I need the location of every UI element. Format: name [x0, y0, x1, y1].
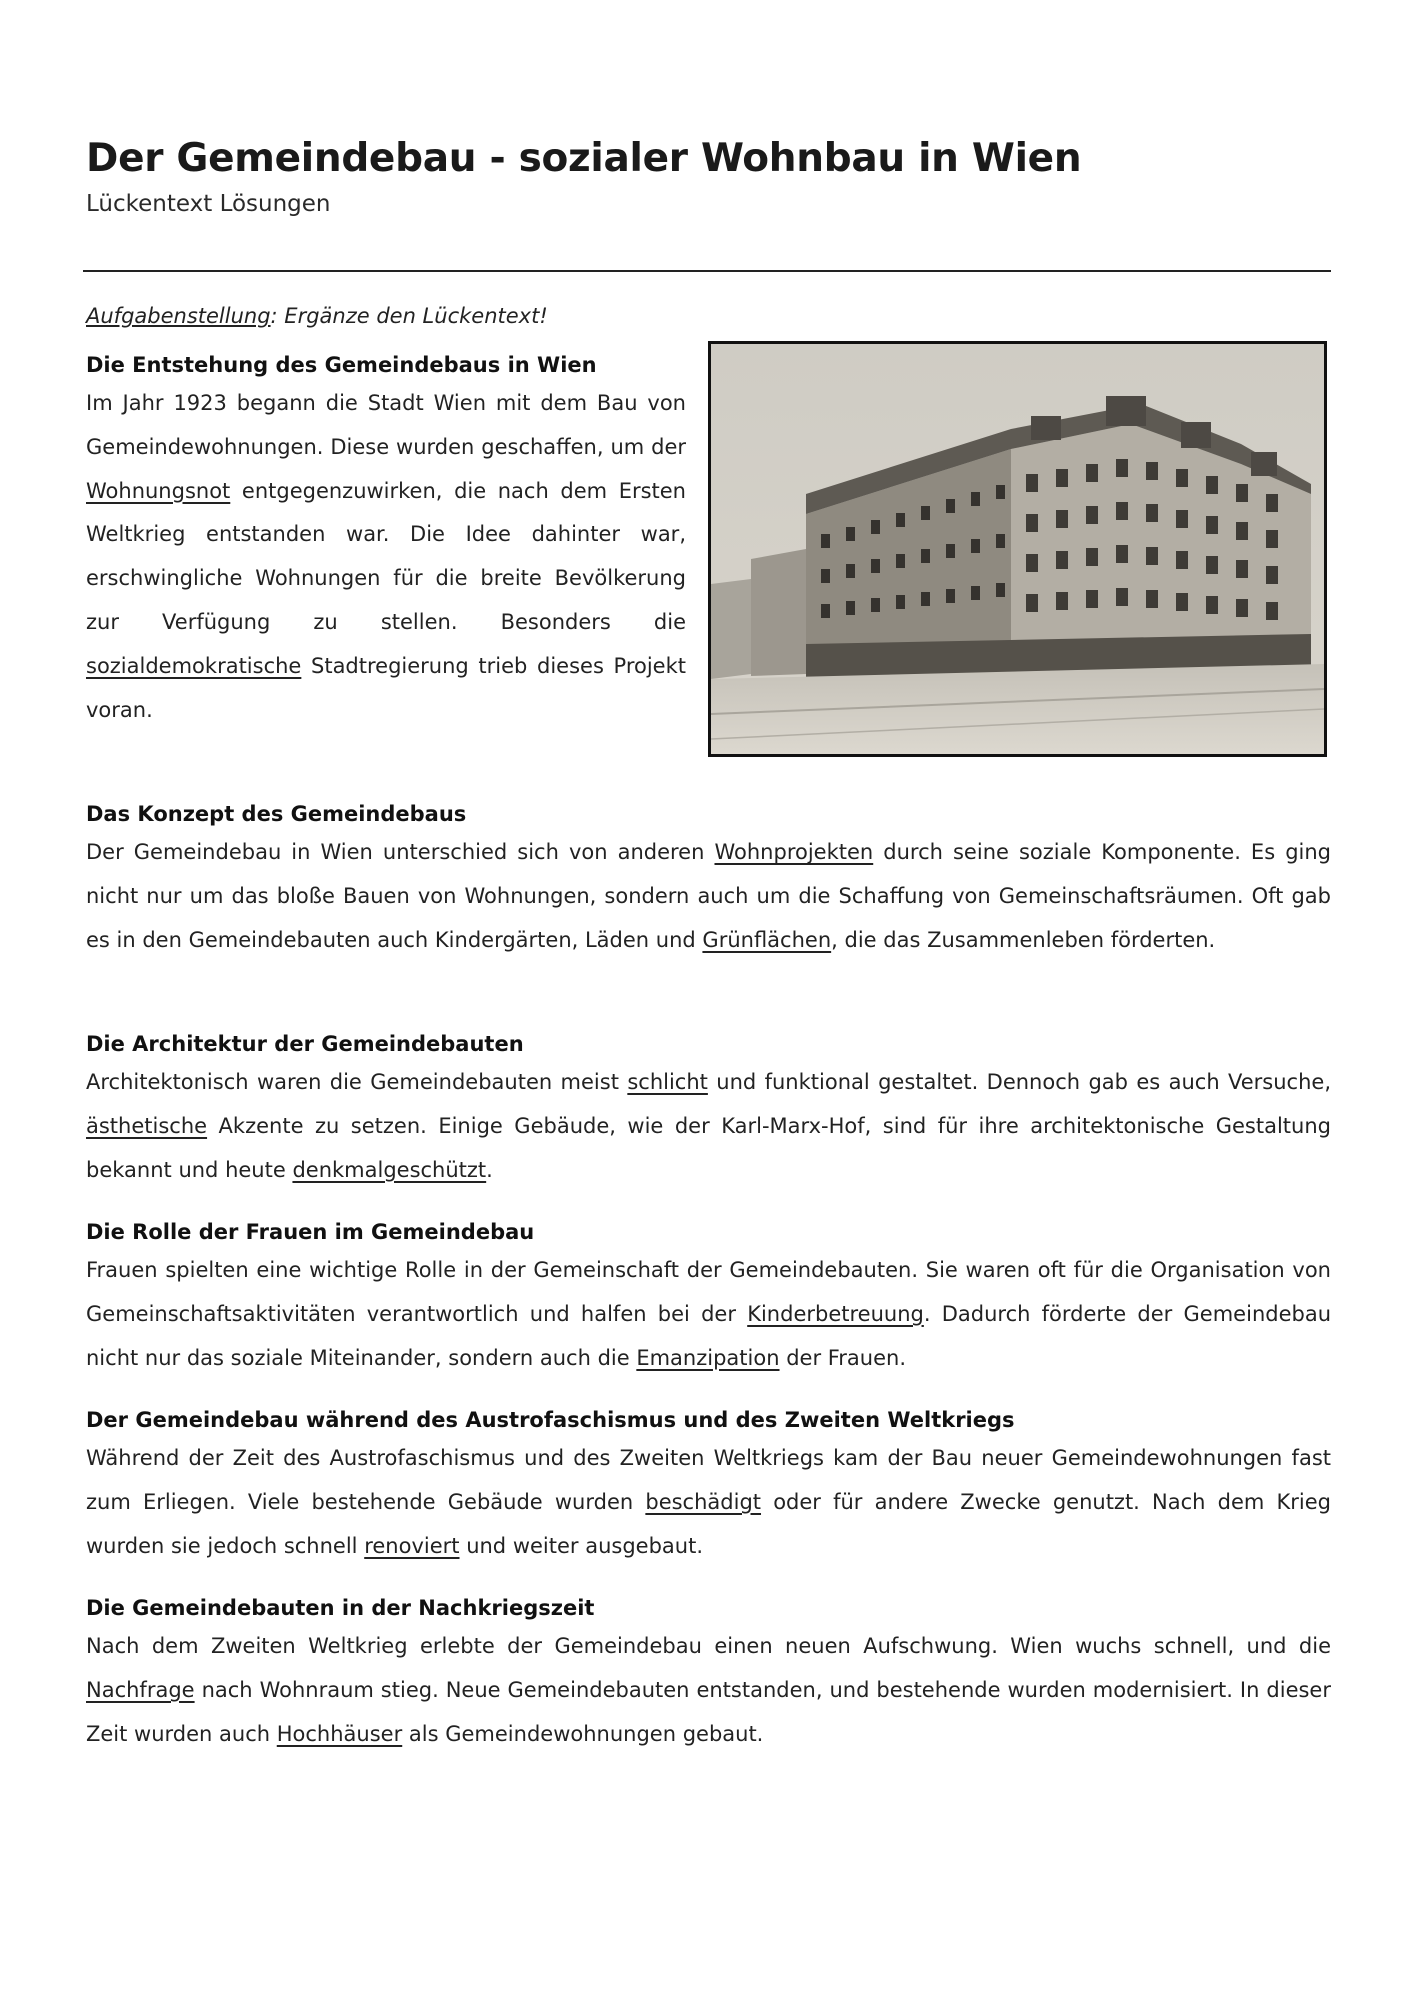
task-text: : Ergänze den Lückentext!: [270, 304, 548, 328]
gap-answer: Wohnungsnot: [86, 478, 231, 503]
section-entstehung: [86, 348, 686, 732]
paragraph-text: nach Wohnraum stieg. Neue Gemeindebauten entstanden, und bestehende wurden modernisiert. In dieser Zeit wurden auch: [86, 1677, 1331, 1746]
section-heading: Die Rolle der Frauen im Gemeindebau: [86, 1220, 535, 1244]
page-title: Der Gemeindebau - sozialer Wohnbau in Wien: [86, 136, 1082, 181]
paragraph-text: und weiter ausgebaut.: [459, 1533, 703, 1558]
section-body: [86, 382, 686, 732]
paragraph-text: Während der Zeit des Austrofaschismus und des Zweiten Weltkriegs kam der Bau neuer Gemeindewohnungen fast zum Erliegen. Viele bestehende Gebäude wurden: [86, 1446, 1331, 1514]
paragraph-text: Nach dem Zweiten Weltkrieg erlebte der Gemeindebau einen neuen Aufschwung. Wien wuchs schnell, und die: [86, 1634, 1331, 1658]
gap-answer: schlicht: [627, 1070, 708, 1094]
section-nachkriegszeit: [86, 1591, 1331, 1756]
section-body: [86, 1437, 1331, 1568]
gap-answer: ästhetische: [86, 1113, 208, 1138]
gap-answer: beschädigt: [645, 1489, 762, 1514]
gap-answer: denkmalgeschützt: [292, 1157, 487, 1182]
section-architektur: [86, 1027, 1331, 1192]
paragraph-text: . Dadurch förderte der Gemeindebau nicht nur das soziale Miteinander, sondern auch die: [86, 1301, 1332, 1370]
title-divider: [83, 270, 1331, 272]
section-body: [86, 1625, 1331, 1756]
gap-answer: Hochhäuser: [276, 1721, 403, 1746]
paragraph-text: .: [486, 1157, 493, 1182]
section-body: [86, 1249, 1331, 1380]
paragraph-text: Stadtregierung trieb dieses Projekt voran.: [86, 653, 686, 722]
section-body: [86, 831, 1331, 962]
paragraph-text: Frauen spielten eine wichtige Rolle in der Gemeinschaft der Gemeindebauten. Sie waren oft für die Organisation von Gemeinschaftsaktivitäten verantwortlich und halfen bei der: [86, 1258, 1331, 1326]
paragraph-text: Akzente zu setzen. Einige Gebäude, wie der Karl-Marx-Hof, sind für ihre architektonische Gestaltung bekannt und heute: [86, 1113, 1331, 1182]
section-heading: Die Architektur der Gemeindebauten: [86, 1032, 524, 1056]
paragraph-text: Im Jahr 1923 begann die Stadt Wien mit dem Bau von Gemeindewohnungen. Diese wurden geschaffen, um der: [86, 391, 686, 459]
paragraph-text: durch seine soziale Komponente. Es ging nicht nur um das bloße Bauen von Wohnungen, sondern auch um die Schaffung von Gemeinschaftsräumen. Oft gab es in den Gemeindebauten auch Kindergärten, Läden und: [86, 840, 1331, 952]
section-heading: Das Konzept des Gemeindebaus: [86, 802, 467, 826]
section-konzept: [86, 797, 1331, 962]
gap-answer: sozialdemokratische: [86, 653, 302, 678]
page-subtitle: Lückentext Lösungen: [86, 191, 331, 217]
section-heading: Die Entstehung des Gemeindebaus in Wien: [86, 353, 597, 377]
gap-answer: Kinderbetreuung: [747, 1301, 924, 1326]
paragraph-text: als Gemeindewohnungen gebaut.: [402, 1721, 764, 1746]
gap-answer: Grünflächen: [702, 927, 832, 952]
paragraph-text: entgegenzuwirken, die nach dem Ersten Weltkrieg entstanden war. Die Idee dahinter war, erschwingliche Wohnungen für die breite Bevölkerung zur Verfügung zu stellen. Besonders die: [86, 478, 686, 634]
building-photo-icon: [711, 344, 1324, 754]
section-body: [86, 1061, 1331, 1192]
gap-answer: Wohnprojekten: [714, 840, 874, 864]
paragraph-text: Der Gemeindebau in Wien unterschied sich von anderen: [86, 840, 715, 864]
paragraph-text: und funktional gestaltet. Dennoch gab es auch Versuche,: [707, 1070, 1331, 1094]
gap-answer: Emanzipation: [636, 1345, 780, 1370]
paragraph-text: , die das Zusammenleben förderten.: [831, 927, 1216, 952]
paragraph-text: oder für andere Zwecke genutzt. Nach dem Krieg wurden sie jedoch schnell: [86, 1489, 1332, 1558]
gap-answer: Nachfrage: [86, 1677, 195, 1702]
section-austrofaschismus: [86, 1403, 1331, 1568]
historic-building-photo: [708, 341, 1327, 757]
task-label: Aufgabenstellung: [86, 304, 271, 328]
paragraph-text: der Frauen.: [779, 1345, 907, 1370]
section-heading: Der Gemeindebau während des Austrofaschismus und des Zweiten Weltkriegs: [86, 1408, 1015, 1432]
task-instruction: [86, 300, 548, 332]
section-rolle-frauen: [86, 1215, 1331, 1380]
paragraph-text: Architektonisch waren die Gemeindebauten meist: [86, 1070, 628, 1094]
section-heading: Die Gemeindebauten in der Nachkriegszeit: [86, 1596, 595, 1620]
gap-answer: renoviert: [364, 1533, 460, 1558]
